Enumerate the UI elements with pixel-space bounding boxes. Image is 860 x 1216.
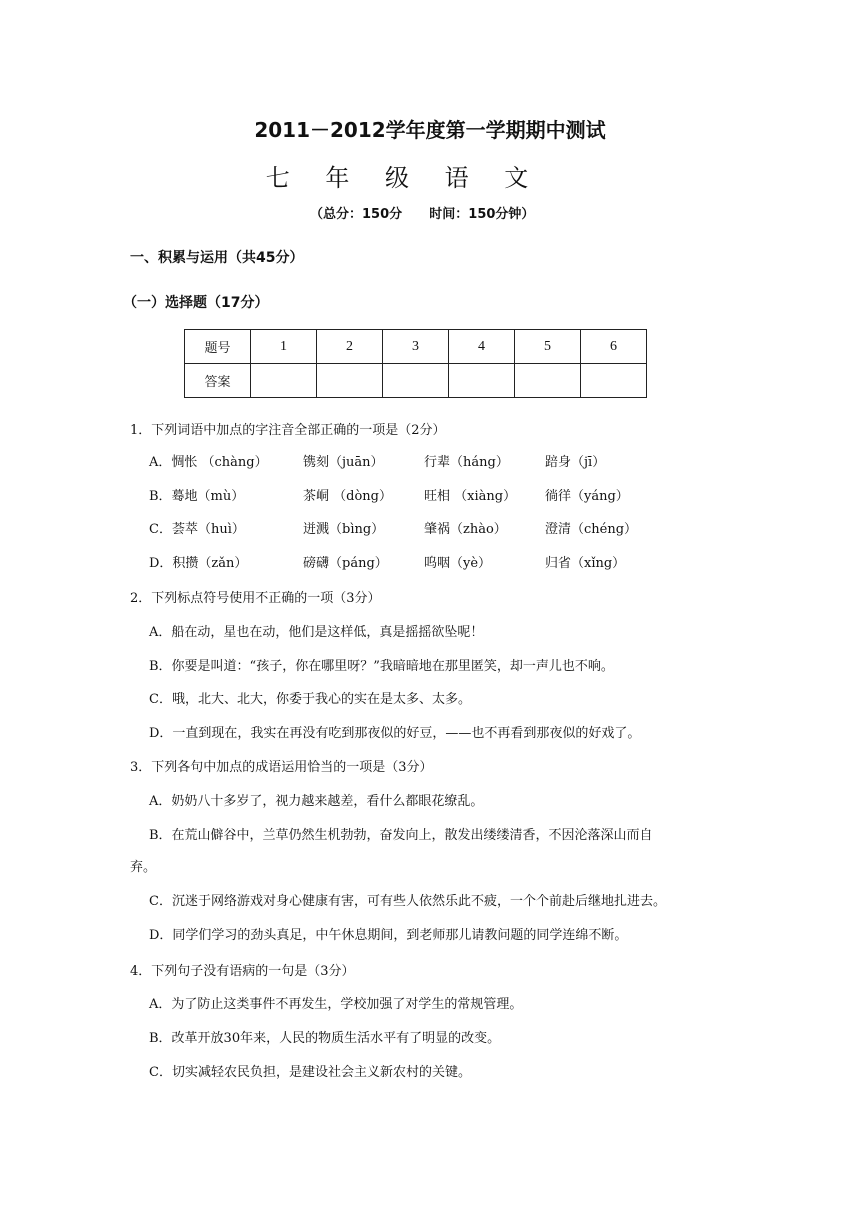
q1-option-item: 磅礴（páng） — [303, 556, 388, 571]
q4-option-a: A．为了防止这类事件不再发生，学校加强了对学生的常规管理。 — [149, 997, 523, 1012]
question-4-stem: 4．下列句子没有语病的一句是（3分） — [130, 964, 355, 979]
q1-option-item: 澄清（chéng） — [545, 522, 638, 537]
question-1-stem: 1．下列词语中加点的字注音全部正确的一项是（2分） — [130, 423, 446, 438]
answer-table-row — [185, 364, 647, 398]
q3-option-a: A．奶奶八十多岁了，视力越来越差，看什么都眼花缭乱。 — [149, 794, 484, 809]
question-2-stem: 2．下列标点符号使用不正确的一项（3分） — [130, 591, 381, 606]
q4-option-c: C．切实减轻农民负担，是建设社会主义新农村的关键。 — [149, 1065, 471, 1080]
answer-table — [184, 329, 647, 398]
q1-option-item: 徜徉（yáng） — [545, 489, 629, 504]
q1-option-item: A．惆怅 （chàng） — [149, 455, 268, 470]
q2-option-a: A．船在动，星也在动，他们是这样低，真是摇摇欲坠呢！ — [149, 625, 484, 640]
table-cell: 题号 — [185, 330, 251, 364]
q1-option-item: B．蓦地（mù） — [149, 489, 245, 504]
q1-option-item: 镌刻（juān） — [303, 455, 384, 470]
exam-meta: （总分：150分 时间：150分钟） — [310, 207, 535, 222]
answer-cell[interactable] — [383, 364, 449, 398]
q3-option-b-continued: 弃。 — [130, 860, 157, 875]
section-heading: 一、积累与运用（共45分） — [130, 250, 304, 266]
answer-cell[interactable] — [449, 364, 515, 398]
q1-option-item: C．荟萃（huì） — [149, 522, 245, 537]
q1-option-item: D．积攒（zǎn） — [149, 556, 248, 571]
table-cell: 1 — [251, 330, 317, 364]
answer-table-row — [185, 330, 647, 364]
answer-cell[interactable] — [515, 364, 581, 398]
exam-title: 2011－2012学年度第一学期期中测试 — [254, 118, 606, 142]
q3-option-b: B．在荒山僻谷中，兰草仍然生机勃勃，奋发向上，散发出缕缕清香，不因沦落深山而自 — [149, 828, 653, 843]
answer-cell[interactable] — [251, 364, 317, 398]
q1-option-item: 呜咽（yè） — [424, 556, 492, 571]
answer-cell[interactable] — [317, 364, 383, 398]
q1-option-item: 旺相 （xiàng） — [424, 489, 517, 504]
table-cell: 答案 — [185, 364, 251, 398]
q1-option-item: 行辈（háng） — [424, 455, 509, 470]
q4-option-b: B．改革开放30年来，人民的物质生活水平有了明显的改变。 — [149, 1031, 501, 1046]
q1-option-item: 肇祸（zhào） — [424, 522, 507, 537]
subsection-heading: （一）选择题（17分） — [123, 295, 269, 311]
table-cell: 3 — [383, 330, 449, 364]
q1-option-item: 茶峒 （dòng） — [303, 489, 392, 504]
answer-cell[interactable] — [581, 364, 647, 398]
q1-option-item: 迸溅（bìng） — [303, 522, 385, 537]
question-3-stem: 3．下列各句中加点的成语运用恰当的一项是（3分） — [130, 760, 433, 775]
table-cell: 4 — [449, 330, 515, 364]
q2-option-d: D．一直到现在，我实在再没有吃到那夜似的好豆，——也不再看到那夜似的好戏了。 — [149, 726, 641, 741]
q1-option-item: 归省（xǐng） — [545, 556, 626, 571]
q1-option-item: 踣身（jī） — [545, 455, 606, 470]
table-cell: 2 — [317, 330, 383, 364]
q2-option-b: B．你要是叫道：“孩子，你在哪里呀？”我暗暗地在那里匿笑，却一声儿也不响。 — [149, 659, 614, 674]
q2-option-c: C．哦，北大、北大，你委于我心的实在是太多、太多。 — [149, 692, 471, 707]
exam-subtitle: 七 年 级 语 文 — [265, 164, 543, 192]
q3-option-c: C．沉迷于网络游戏对身心健康有害，可有些人依然乐此不疲，一个个前赴后继地扎进去。 — [149, 894, 666, 909]
q3-option-d: D．同学们学习的劲头真足，中午休息期间，到老师那儿请教问题的同学连绵不断。 — [149, 928, 628, 943]
table-cell: 6 — [581, 330, 647, 364]
table-cell: 5 — [515, 330, 581, 364]
